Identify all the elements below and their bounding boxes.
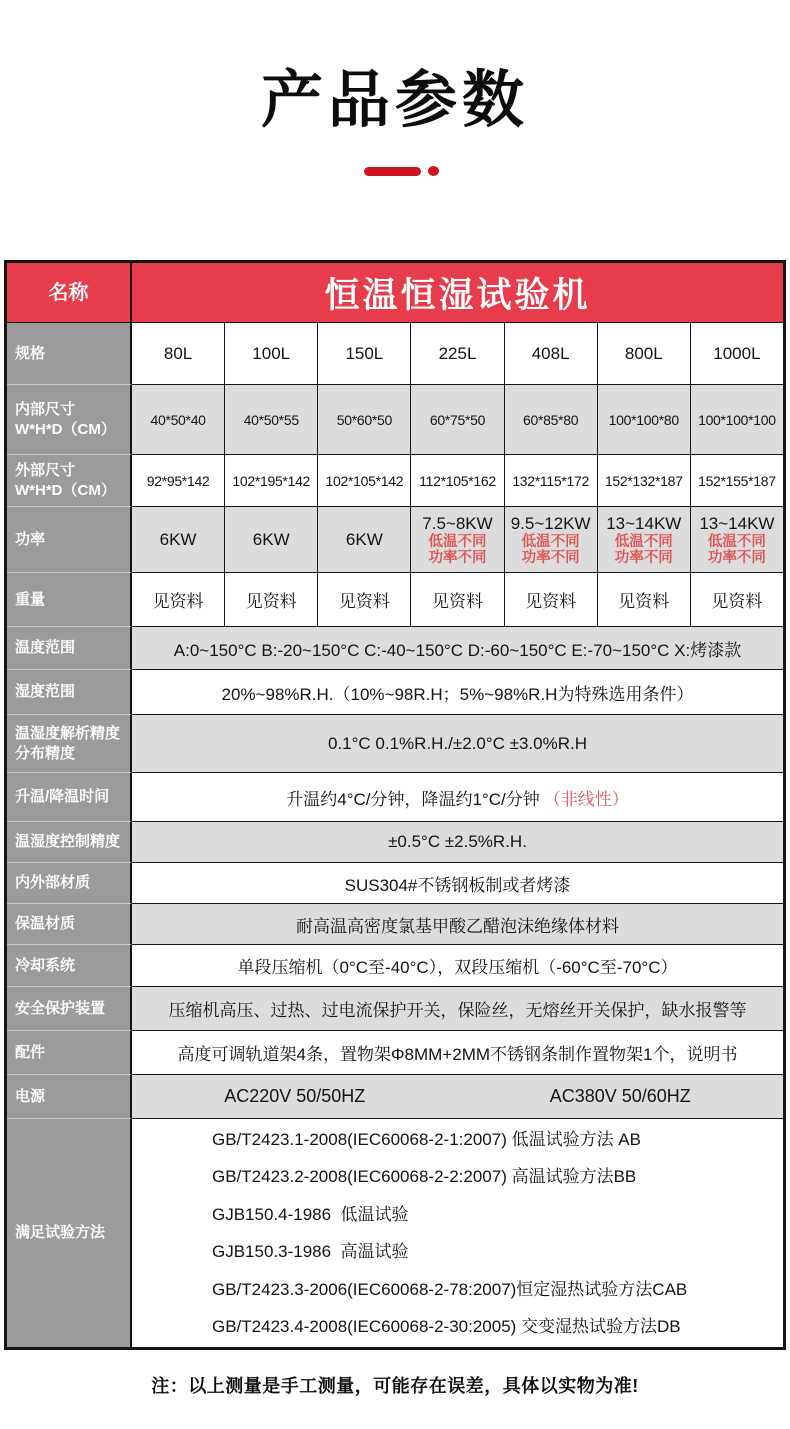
weight-value: 见资料: [504, 573, 597, 626]
row-label-spec: 规格: [7, 323, 132, 385]
weight-value: 见资料: [152, 592, 204, 611]
accessories-value: 高度可调轨道架4条，置物架Φ8MM+2MM不锈钢条制作置物架1个，说明书: [132, 1031, 783, 1075]
row-label-name: 名称: [7, 263, 132, 323]
power-note: 低温不同: [707, 533, 766, 550]
table-row-humidity-range: [7, 670, 783, 715]
row-data-test-methods: [132, 1119, 783, 1347]
power-value: [132, 507, 224, 572]
power-main: 13~14KW: [606, 513, 682, 533]
table-row-power-supply: [7, 1075, 783, 1119]
power-note: 功率不同: [521, 550, 580, 566]
temp-range-value: A:0~150°C B:-20~150°C C:-40~150°C D:-60~150°C E:-70~150°C X:烤漆款: [132, 627, 783, 670]
control-accuracy-value: ±0.5°C ±2.5%R.H.: [132, 822, 783, 863]
table-row-temp-range: [7, 627, 783, 670]
product-name-banner: 恒温恒湿试验机: [132, 263, 783, 323]
resolution-label-line2: 分布精度: [15, 744, 76, 762]
power-main: 13~14KW: [699, 513, 775, 533]
table-row-control-accuracy: [7, 822, 783, 863]
table-row-material: [7, 863, 783, 904]
inner-size-value: 50*60*50: [317, 385, 410, 454]
row-label-power: 功率: [7, 507, 132, 573]
outer-size-value: 102*105*142: [317, 455, 410, 506]
test-method-item: GB/T2423.4-2008(IEC60068-2-30:2005) 交变湿热试验方法DB: [212, 1317, 681, 1336]
weight-value: 见资料: [690, 573, 783, 626]
page-title: 产品参数: [260, 66, 529, 135]
weight-value: 见资料: [317, 573, 410, 626]
power-value: [597, 507, 690, 572]
outer-size-value: 132*115*172: [504, 455, 597, 506]
humidity-range-value: 20%~98%R.H.（10%~98R.H；5%~98%R.H为特殊选用条件）: [132, 670, 783, 715]
divider-dot-icon: [428, 166, 439, 176]
spec-value: 800L: [597, 323, 690, 384]
power-value: [690, 507, 783, 572]
test-method-item: GB/T2423.3-2006(IEC60068-2-78:2007)恒定湿热试验方法CAB: [212, 1279, 688, 1299]
spec-value: 1000L: [690, 323, 783, 384]
inner-size-value: 40*50*40: [150, 411, 206, 428]
table-row-cooling: [7, 945, 783, 987]
test-method-item: GJB150.3-1986 高温试验: [212, 1242, 409, 1261]
power-value: [317, 507, 410, 572]
spec-value: 225L: [410, 323, 503, 384]
inner-size-value: 100*100*80: [597, 385, 690, 454]
weight-value: 见资料: [597, 573, 690, 626]
power-note: 功率不同: [707, 550, 766, 566]
title-divider: [6, 166, 790, 176]
row-label-control-accuracy: 温湿度控制精度: [7, 822, 132, 863]
row-label-power-supply: 电源: [7, 1075, 132, 1119]
row-label-insulation: 保温材质: [7, 904, 132, 945]
weight-value: 见资料: [410, 573, 503, 626]
resolution-label-line1: 温湿度解析精度: [15, 724, 121, 742]
power-main: 9.5~12KW: [510, 513, 591, 533]
table-row-outer-size: [7, 455, 783, 507]
power-main: 7.5~8KW: [422, 513, 493, 533]
cooling-value: 单段压缩机（0°C至-40°C），双段压缩机（-60°C至-70°C）: [132, 945, 783, 987]
row-label-weight: 重量: [7, 573, 132, 627]
table-row-resolution: [7, 715, 783, 773]
test-method-item: GB/T2423.1-2008(IEC60068-2-1:2007) 低温试验方法 AB: [212, 1129, 641, 1149]
outer-size-value: 112*105*162: [410, 455, 503, 506]
power-value: [224, 507, 317, 572]
row-label-test-methods: 满足试验方法: [7, 1119, 132, 1347]
table-row-weight: [7, 573, 783, 627]
power-main: 6KW: [252, 530, 290, 549]
table-row-safety: [7, 987, 783, 1031]
power-value: [504, 507, 597, 572]
outer-size-label-line1: 外部尺寸: [15, 461, 76, 479]
table-row-test-methods: [7, 1119, 783, 1347]
ramp-time-text: 升温约4°C/分钟，降温约1°C/分钟: [286, 789, 540, 809]
power-note: 功率不同: [428, 550, 487, 566]
power-note: 低温不同: [521, 533, 580, 550]
weight-value: 见资料: [224, 573, 317, 626]
row-label-accessories: 配件: [7, 1031, 132, 1075]
ramp-time-value: [132, 773, 783, 822]
row-label-ramp-time: 升温/降温时间: [7, 773, 132, 822]
power-note: 功率不同: [614, 550, 673, 566]
inner-size-value: 100*100*100: [690, 385, 783, 454]
row-label-outer-size: [7, 455, 132, 507]
power-main: 6KW: [345, 530, 383, 549]
inner-size-value: 60*75*50: [410, 385, 503, 454]
table-row-power: [7, 507, 783, 573]
inner-size-value: 40*50*55: [224, 385, 317, 454]
outer-size-label-line2: W*H*D（CM）: [15, 481, 116, 499]
table-row-accessories: [7, 1031, 783, 1075]
table-row-ramp-time: [7, 773, 783, 822]
table-row-spec: [7, 323, 783, 385]
power-value: [410, 507, 503, 572]
table-row-insulation: [7, 904, 783, 945]
row-label-inner-size: [7, 385, 132, 455]
outer-size-value: 152*132*187: [597, 455, 690, 506]
ramp-time-note: （非线性）: [543, 789, 629, 809]
test-method-item: GB/T2423.2-2008(IEC60068-2-2:2007) 高温试验方法BB: [212, 1167, 637, 1186]
spec-value: 408L: [504, 323, 597, 384]
table-row-name: [7, 263, 783, 323]
row-label-temp-range: 温度范围: [7, 627, 132, 670]
row-data-spec: [132, 323, 783, 385]
row-label-resolution: [7, 715, 132, 773]
row-label-material: 内外部材质: [7, 863, 132, 904]
outer-size-value: 92*95*142: [146, 472, 210, 489]
inner-size-label-line2: W*H*D（CM）: [15, 420, 116, 438]
outer-size-value: 152*155*187: [690, 455, 783, 506]
inner-size-value: 60*85*80: [504, 385, 597, 454]
power-main: 6KW: [159, 530, 197, 549]
product-spec-table: [4, 260, 786, 1350]
row-data-inner-size: [132, 385, 783, 455]
resolution-value: 0.1°C 0.1%R.H./±2.0°C ±3.0%R.H: [132, 715, 783, 773]
power-supply-value: AC380V 50/60HZ: [549, 1086, 691, 1106]
spec-value: 150L: [317, 323, 410, 384]
row-label-safety: 安全保护装置: [7, 987, 132, 1031]
row-label-humidity-range: 湿度范围: [7, 670, 132, 715]
row-data-outer-size: [132, 455, 783, 507]
test-method-item: GJB150.4-1986 低温试验: [212, 1204, 409, 1224]
row-data-weight: [132, 573, 783, 627]
power-note: 低温不同: [428, 533, 487, 550]
material-value: SUS304#不锈钢板制或者烤漆: [132, 863, 783, 904]
power-note: 低温不同: [614, 533, 673, 550]
divider-dash-icon: [364, 167, 421, 176]
inner-size-label-line1: 内部尺寸: [15, 400, 76, 418]
row-data-power-supply: [132, 1075, 783, 1119]
spec-value: 80L: [163, 343, 193, 363]
footnote: 注：以上测量是手工测量，可能存在误差，具体以实物为准!: [151, 1376, 639, 1396]
spec-value: 100L: [224, 323, 317, 384]
row-label-cooling: 冷却系统: [7, 945, 132, 987]
insulation-value: 耐高温高密度氯基甲酸乙醋泡沫绝缘体材料: [132, 904, 783, 945]
safety-value: 压缩机高压、过热、过电流保护开关，保险丝，无熔丝开关保护，缺水报警等: [132, 987, 783, 1031]
outer-size-value: 102*195*142: [224, 455, 317, 506]
power-supply-value: AC220V 50/50HZ: [224, 1086, 366, 1106]
table-row-inner-size: [7, 385, 783, 455]
row-data-power: [132, 507, 783, 573]
